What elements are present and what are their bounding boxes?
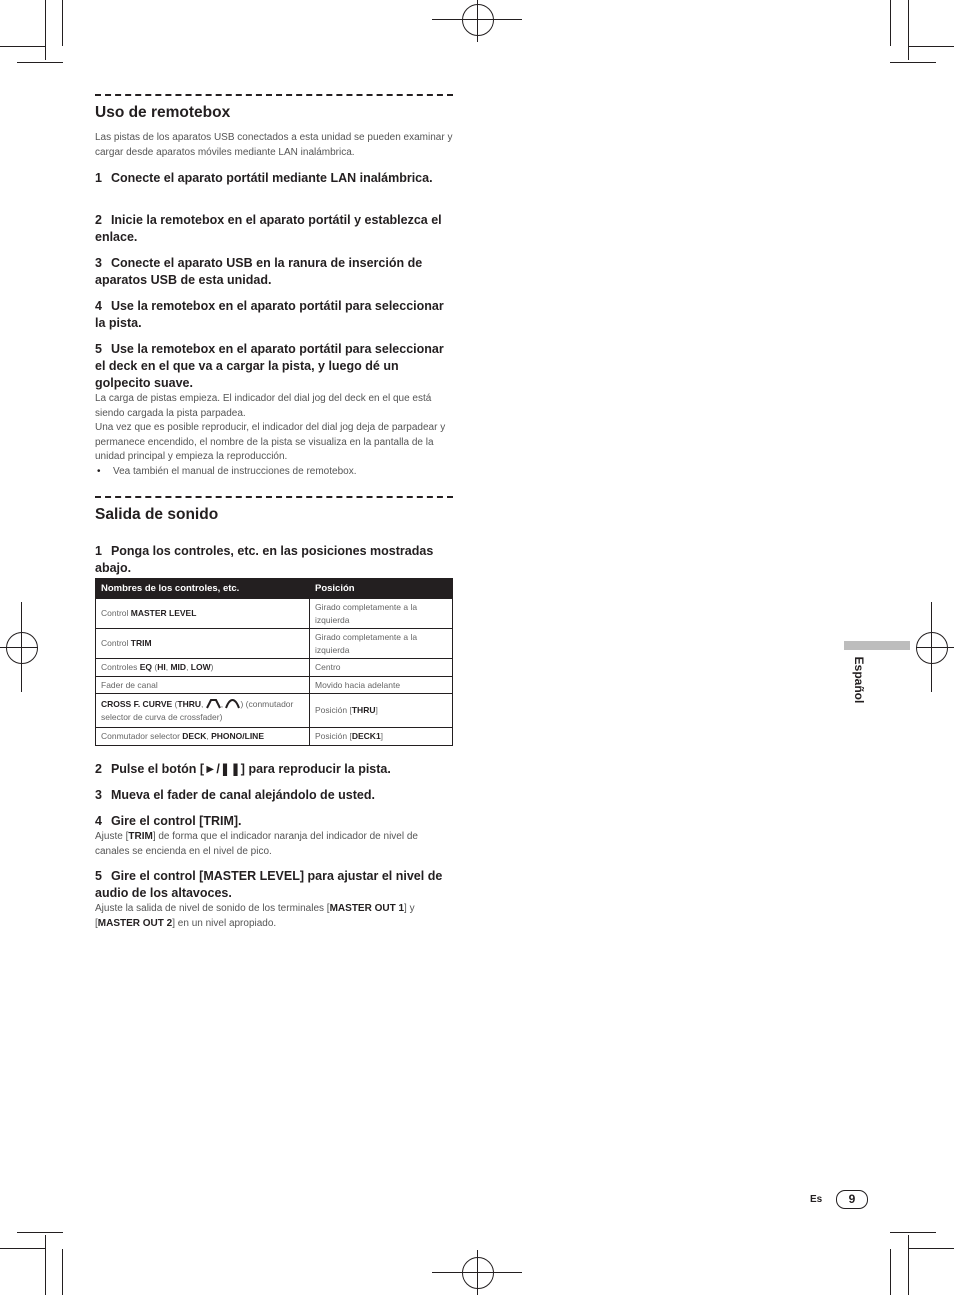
table-cell: Girado completamente a la izquierda (310, 629, 453, 659)
sharp-curve-icon (206, 699, 221, 709)
table-cell: Control MASTER LEVEL (96, 599, 310, 629)
table-cell: Posición [THRU] (310, 694, 453, 728)
table-cell: Centro (310, 659, 453, 677)
step-item (95, 543, 453, 577)
footer-language: Es (810, 1194, 823, 1205)
crop-mark (0, 1248, 45, 1249)
table-row (96, 659, 453, 677)
step-text: Use la remotebox en el aparato portátil para seleccionar el deck en el que va a cargar la pista, y luego dé un golpecito suave. (95, 342, 444, 390)
table-header: Posición (310, 579, 453, 599)
table-cell: CROSS F. CURVE (THRU, , ) (conmutador selector de curva de crossfader) (96, 694, 310, 728)
step-item (95, 212, 453, 246)
step-item (95, 868, 453, 931)
step-number: 2 (95, 762, 102, 776)
step-body: La carga de pistas empieza. El indicador del dial jog del deck en el que está siendo cargada la pista parpadea. (95, 393, 432, 419)
crop-mark (17, 1232, 63, 1233)
crop-mark (908, 0, 909, 60)
crop-mark (890, 62, 936, 63)
crop-mark (909, 1248, 954, 1249)
step-item (95, 787, 453, 804)
crop-mark (890, 1249, 891, 1295)
table-cell: Controles EQ (HI, MID, LOW) (96, 659, 310, 677)
step-item (95, 298, 453, 332)
step-number: 4 (95, 814, 102, 828)
step-item (95, 761, 453, 778)
section-divider (95, 496, 453, 498)
step-text: Inicie la remotebox en el aparato portátil y establezca el enlace. (95, 213, 442, 244)
table-row (96, 728, 453, 746)
step-number: 3 (95, 788, 102, 802)
step-number: 3 (95, 256, 102, 270)
step-number: 1 (95, 171, 102, 185)
step-number: 5 (95, 342, 102, 356)
section-title: Uso de remotebox (95, 104, 231, 121)
registration-mark (462, 1257, 494, 1289)
table-cell: Girado completamente a la izquierda (310, 599, 453, 629)
crop-mark (890, 1232, 936, 1233)
step-number: 2 (95, 213, 102, 227)
table-row (96, 599, 453, 629)
step-text: Gire el control [MASTER LEVEL] para ajustar el nivel de audio de los altavoces. (95, 869, 443, 900)
table-header: Nombres de los controles, etc. (96, 579, 310, 599)
table-cell: Movido hacia adelante (310, 676, 453, 694)
section-divider (95, 94, 453, 96)
crop-mark (908, 1235, 909, 1295)
crop-mark (45, 0, 46, 60)
table-cell: Fader de canal (96, 676, 310, 694)
step-text: Gire el control [TRIM]. (110, 814, 242, 828)
crop-mark (890, 0, 891, 46)
step-text: Mueva el fader de canal alejándolo de usted. (110, 788, 375, 802)
step-body: Ajuste la salida de nivel de sonido de los terminales [MASTER OUT 1] y [MASTER OUT 2] en un nivel apropiado. (95, 903, 415, 929)
table-cell: Posición [DECK1] (310, 728, 453, 746)
crop-mark (62, 1249, 63, 1295)
step-text: Ponga los controles, etc. en las posiciones mostradas abajo. (95, 544, 434, 575)
section-title: Salida de sonido (95, 506, 219, 523)
table-row (96, 694, 453, 728)
table-cell: Conmutador selector DECK, PHONO/LINE (96, 728, 310, 746)
step-text: Pulse el botón [►/❚❚] para reproducir la pista. (110, 762, 391, 776)
step-item (95, 813, 453, 859)
registration-mark (462, 4, 494, 36)
crop-mark (909, 46, 954, 47)
crop-mark (45, 1235, 46, 1295)
section-intro: Las pistas de los aparatos USB conectados a esta unidad se pueden examinar y cargar desde aparatos móviles mediante LAN inalámbrica. (95, 132, 453, 158)
table-row (96, 676, 453, 694)
step-item (95, 170, 453, 187)
slow-curve-icon (225, 699, 240, 709)
table-header-row (96, 579, 453, 599)
step-body: Ajuste [TRIM] de forma que el indicador naranja del indicador de nivel de canales se encienda en el nivel de pico. (95, 831, 418, 857)
table-cell: Control TRIM (96, 629, 310, 659)
table-row (96, 629, 453, 659)
page-number: 9 (836, 1190, 868, 1209)
step-body: Una vez que es posible reproducir, el indicador del dial jog deja de parpadear y permanece encendido, el nombre de la pista se visualiza en la pantalla de la unidad principal y empieza la reproducción. (95, 422, 446, 462)
registration-mark (6, 632, 38, 664)
step-text: Conecte el aparato USB en la ranura de inserción de aparatos USB de esta unidad. (95, 256, 423, 287)
step-text: Use la remotebox en el aparato portátil para seleccionar la pista. (95, 299, 444, 330)
bullet-note: • Vea también el manual de instrucciones de remotebox. (95, 465, 453, 480)
crop-mark (62, 0, 63, 46)
step-number: 5 (95, 869, 102, 883)
step-number: 1 (95, 544, 102, 558)
step-number: 4 (95, 299, 102, 313)
registration-mark (916, 632, 948, 664)
step-item (95, 255, 453, 289)
crop-mark (0, 46, 45, 47)
step-item (95, 341, 453, 479)
settings-table (95, 578, 453, 746)
step-text: Conecte el aparato portátil mediante LAN inalámbrica. (110, 171, 433, 185)
language-tab (844, 641, 910, 650)
language-label: Español (852, 656, 866, 704)
crop-mark (17, 62, 63, 63)
